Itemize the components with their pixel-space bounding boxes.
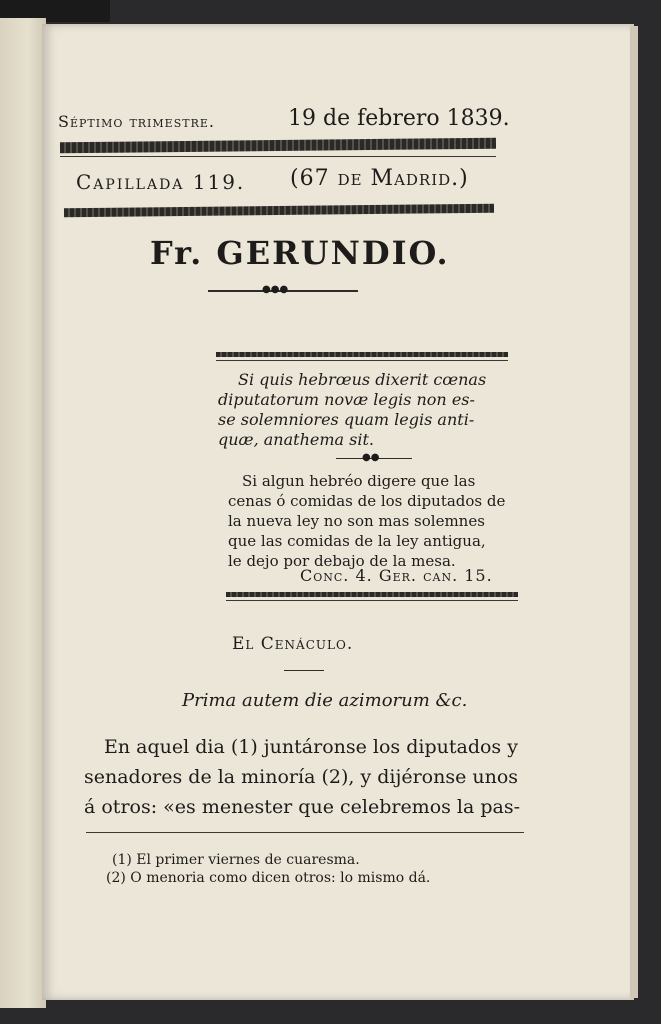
- epigraph-latin-line: quæ, anathema sit.: [218, 430, 374, 449]
- epigraph-rule-bottom: [226, 592, 518, 597]
- issue-date: 19 de febrero 1839.: [288, 106, 510, 131]
- trimestre-label: Séptimo trimestre.: [58, 112, 215, 131]
- epigraph-spanish-line: Si algun hebréo digere que las: [242, 472, 476, 490]
- epigraph-spanish-line: le dejo por debajo de la mesa.: [228, 552, 456, 570]
- body-line: senadores de la minoría (2), y dijéronse unos: [84, 766, 519, 788]
- section-title: El Cenáculo.: [232, 634, 354, 654]
- latin-quote: Prima autem die azimorum &c.: [182, 690, 468, 711]
- madrid-number: (67 de Madrid.): [290, 166, 469, 191]
- epigraph-latin-line: se solemniores quam legis anti-: [218, 410, 475, 429]
- epigraph-rule-top: [216, 352, 508, 357]
- epigraph-spanish-line: la nueva ley no son mas solemnes: [228, 512, 485, 530]
- section-divider: [284, 670, 324, 671]
- footnote-2: (2) O menoria como dicen otros: lo mismo dá.: [106, 870, 431, 886]
- body-line: En aquel dia (1) juntáronse los diputados y: [104, 736, 518, 758]
- ornament-dot-icon: ●●: [362, 452, 380, 463]
- masthead-title: Fr. GERUNDIO.: [150, 234, 450, 272]
- epigraph-citation: Conc. 4. Ger. can. 15.: [300, 566, 493, 585]
- epigraph-spanish-line: que las comidas de la ley antigua,: [228, 532, 486, 550]
- header-rule-thin: [60, 156, 496, 157]
- epigraph-latin-line: Si quis hebrœus dixerit cœnas: [238, 370, 487, 389]
- epigraph-spanish-line: cenas ó comidas de los diputados de: [228, 492, 506, 510]
- epigraph-latin-line: diputatorum novæ legis non es-: [218, 390, 475, 409]
- epigraph-rule-top-thin: [216, 360, 508, 361]
- ornament-dot-icon: ●●●: [262, 284, 289, 295]
- epigraph-rule-bottom-thin: [226, 600, 518, 601]
- capillada-label: Capillada 119.: [76, 170, 246, 194]
- body-line: á otros: «es menester que celebremos la pas-: [84, 796, 521, 818]
- page-edge: [630, 26, 638, 998]
- footnote-1: (1) El primer viernes de cuaresma.: [112, 852, 360, 868]
- footnote-rule: [86, 832, 524, 833]
- left-page-edge: [0, 18, 46, 1008]
